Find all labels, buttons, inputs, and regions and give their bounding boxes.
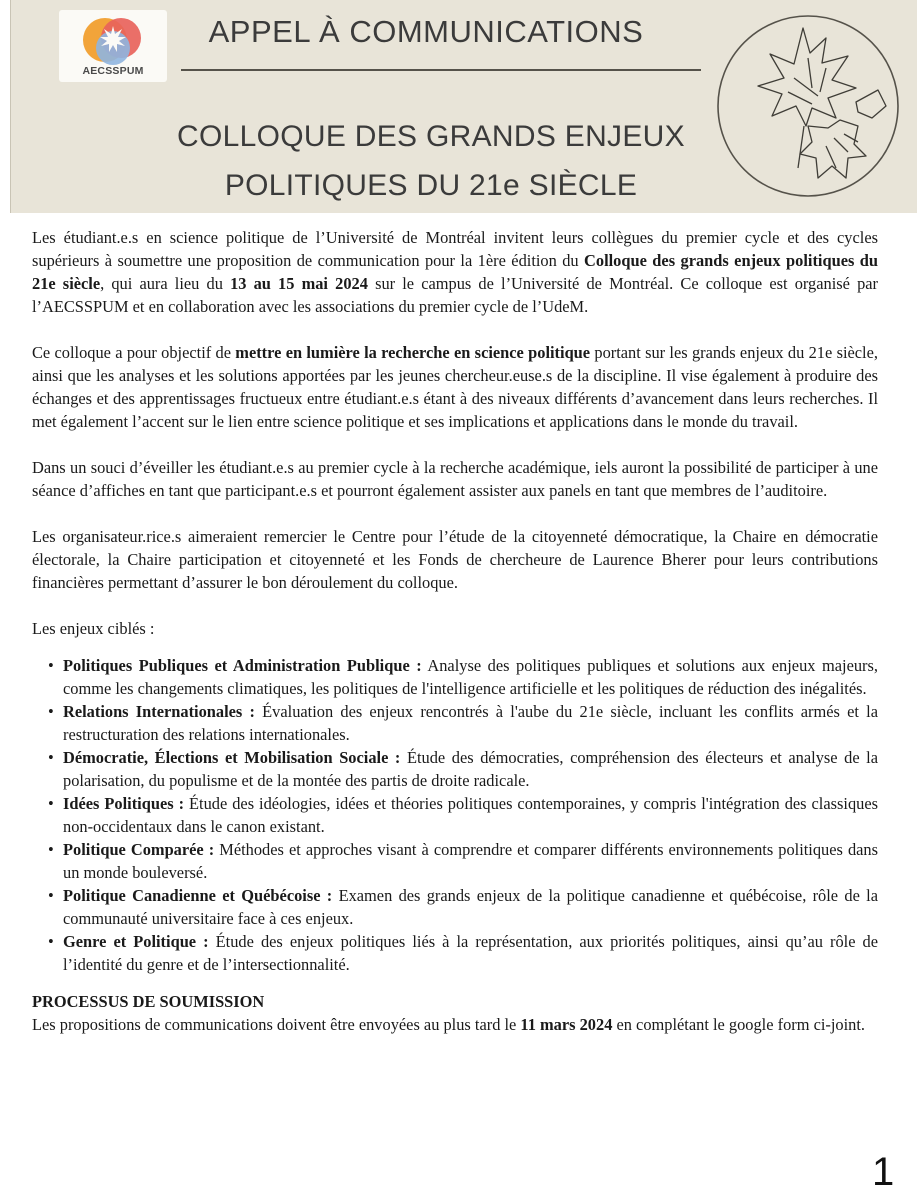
issue-text: Étude des démocraties, compréhension des électeurs et analyse de la polarisation, du populisme et de la montée des partis de droite radicale.	[63, 748, 879, 790]
colloque-name: Colloque des grands enjeux politiques du 21e siècle	[32, 251, 879, 293]
issues-list	[32, 654, 878, 976]
aecsspum-logo	[59, 10, 167, 82]
intro-paragraph	[32, 226, 878, 318]
issue-title: Relations Internationales :	[63, 702, 255, 721]
page-number: 1	[872, 1150, 895, 1194]
issue-title: Politique Comparée :	[63, 840, 215, 859]
page-title: APPEL À COMMUNICATIONS	[208, 14, 644, 49]
list-item	[32, 838, 878, 884]
subtitle-line-2: POLITIQUES DU 21e SIÈCLE	[224, 169, 638, 202]
intro-text-1: Les étudiant.e.s en science politique de l’Université de Montréal invitent leurs collègues du premier cycle et des cycles supérieurs à soumettre une proposition de communication pour la 1ère édition du	[32, 228, 878, 270]
list-item	[32, 884, 878, 930]
poster-session-paragraph: Dans un souci d’éveiller les étudiant.e.s au premier cycle à la recherche académique, iels auront la possibilité de participer à une séance d’affiches en tant que participant.e.s et pourront également assister aux panels en tant que membres de l’auditoire.	[32, 458, 878, 500]
bullet-icon: •	[48, 932, 54, 951]
issue-text: Étude des enjeux politiques liés à la représentation, aux priorités politiques, ainsi qu’au rôle de l’identité du genre et de l’intersectionnalité.	[63, 932, 878, 974]
list-item	[32, 792, 878, 838]
subtitle-line-1: COLLOQUE DES GRANDS ENJEUX	[177, 120, 685, 153]
bullet-icon: •	[48, 656, 54, 675]
bullet-icon: •	[48, 886, 54, 905]
issues-intro: Les enjeux ciblés :	[32, 619, 155, 638]
objective-text-2: portant sur les grands enjeux du 21e siècle, ainsi que les analyses et les solutions apportées par les jeunes chercheur.euse.s de la discipline. Il vise également à produire des échanges et des apprentissages fructueux entre étudiant.e.s étant à des niveaux différents d’avancement dans leurs recherches. Il met également l’accent sur le lien entre science politique et ses implications et applications dans le monde du travail.	[32, 343, 878, 431]
issue-title: Genre et Politique :	[63, 932, 209, 951]
list-item	[32, 654, 878, 700]
title-divider	[181, 69, 701, 71]
issue-text: Étude des idéologies, idées et théories politiques contemporaines, y compris l'intégration des classiques non-occidentaux dans le canon existant.	[63, 794, 878, 836]
issue-title: Démocratie, Élections et Mobilisation Sociale :	[63, 748, 401, 767]
intro-text-2: , qui aura lieu du	[100, 274, 231, 293]
issue-text: Examen des grands enjeux de la politique canadienne et québécoise, rôle de la communauté universitaire face à ces enjeux.	[63, 886, 878, 928]
intro-text-3: sur le campus de l’Université de Montréal. Ce colloque est organisé par l’AECSSPUM et en collaboration avec les associations du premier cycle de l’UdeM.	[32, 274, 878, 316]
document-header	[10, 0, 917, 213]
submission-paragraph	[32, 1013, 878, 1036]
maple-leaf-icon	[708, 8, 908, 208]
list-item	[32, 746, 878, 792]
bullet-icon: •	[48, 702, 54, 721]
issue-text: Méthodes et approches visant à comprendre et comparer différents environnements politiques dans un monde bouleversé.	[63, 840, 878, 882]
acknowledgements-paragraph: Les organisateur.rice.s aimeraient remercier le Centre pour l’étude de la citoyenneté démocratique, la Chaire en démocratie électorale, la Chaire participation et citoyenneté et les Fonds de chercheure de Laurence Bherer pour leurs contributions financières permettant d’assurer le bon déroulement du colloque.	[32, 527, 878, 592]
issue-text: Évaluation des enjeux rencontrés à l'aube du 21e siècle, incluant les conflits armés et la restructuration des relations internationales.	[63, 702, 878, 744]
list-item	[32, 930, 878, 976]
event-dates: 13 au 15 mai 2024	[230, 274, 368, 293]
bullet-icon: •	[48, 840, 54, 859]
list-item	[32, 700, 878, 746]
issue-title: Idées Politiques :	[63, 794, 185, 813]
submission-heading: PROCESSUS DE SOUMISSION	[32, 992, 265, 1011]
submission-text-1: Les propositions de communications doivent être envoyées au plus tard le	[32, 1015, 521, 1034]
logo-text: AECSSPUM	[82, 65, 144, 77]
issue-title: Politiques Publiques et Administration Publique :	[63, 656, 422, 675]
bullet-icon: •	[48, 794, 54, 813]
objective-paragraph	[32, 341, 878, 433]
logo-emblem-icon	[73, 14, 153, 66]
document-body	[32, 226, 878, 1059]
bullet-icon: •	[48, 748, 54, 767]
issue-title: Politique Canadienne et Québécoise :	[63, 886, 333, 905]
objective-highlight: mettre en lumière la recherche en science politique	[235, 343, 591, 362]
page-subtitle	[151, 112, 711, 210]
objective-text-1: Ce colloque a pour objectif de	[32, 343, 236, 362]
submission-deadline: 11 mars 2024	[520, 1015, 613, 1034]
submission-text-2: en complétant le google form ci-joint.	[612, 1015, 866, 1034]
issue-text: Analyse des politiques publiques et solutions aux enjeux majeurs, comme les changements climatiques, les politiques de l'intelligence artificielle et les politiques de réduction des inégalités.	[63, 656, 878, 698]
